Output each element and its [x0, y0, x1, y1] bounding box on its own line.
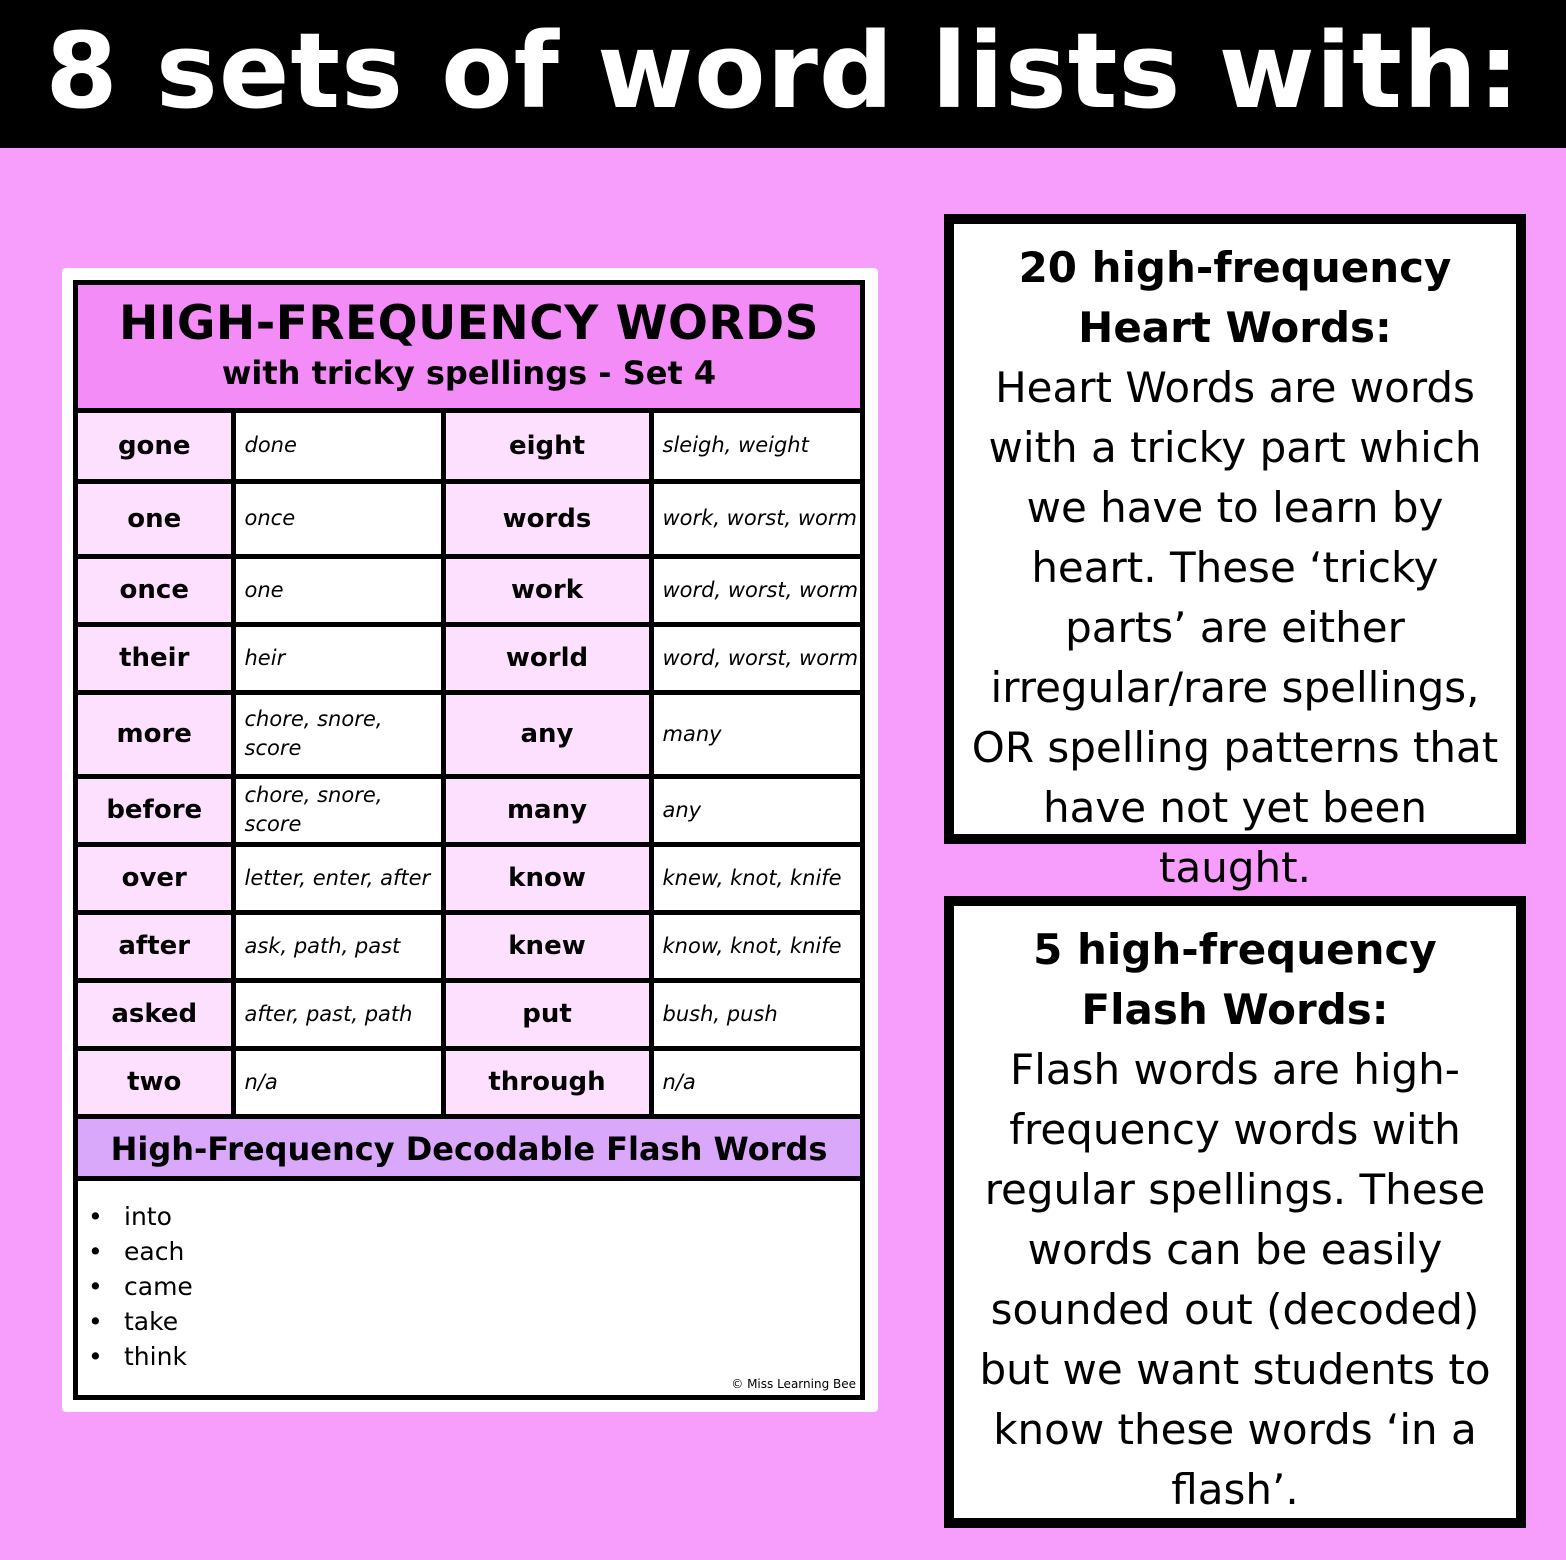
- bullet-icon: •: [88, 1341, 103, 1371]
- related-spellings: bush, push: [651, 980, 860, 1048]
- flash-word: each: [124, 1236, 185, 1266]
- sheet-subtitle: with tricky spellings - Set 4: [221, 354, 717, 392]
- heart-word: eight: [443, 413, 651, 481]
- table-row: [78, 624, 860, 692]
- flash-words-title: 5 high-frequency Flash Words:: [1033, 925, 1437, 1034]
- table-row: [78, 844, 860, 912]
- related-spellings: after, past, path: [233, 980, 443, 1048]
- heart-word: one: [78, 481, 233, 556]
- table-row: [78, 413, 860, 481]
- related-spellings: any: [651, 776, 860, 844]
- heart-word: world: [443, 624, 651, 692]
- related-spellings: n/a: [233, 1048, 443, 1116]
- table-row: [78, 556, 860, 624]
- related-spellings: letter, enter, after: [233, 844, 443, 912]
- related-spellings: sleigh, weight: [651, 413, 860, 481]
- copyright: © Miss Learning Bee: [731, 1377, 856, 1391]
- flash-word: think: [124, 1341, 187, 1371]
- heart-words-box: [944, 214, 1526, 892]
- bullet-icon: •: [88, 1201, 103, 1231]
- heart-word: work: [443, 556, 651, 624]
- flash-word: came: [124, 1271, 193, 1301]
- related-spellings: know, knot, knife: [651, 912, 860, 980]
- sheet-header: [78, 285, 860, 413]
- related-spellings: chore, snore, score: [233, 776, 443, 844]
- related-spellings: ask, path, past: [233, 912, 443, 980]
- table-row: [78, 692, 860, 776]
- heart-word: once: [78, 556, 233, 624]
- word-list-frame: [73, 280, 865, 1400]
- flash-word: into: [124, 1201, 172, 1231]
- table-row: [78, 980, 860, 1048]
- related-spellings: done: [233, 413, 443, 481]
- related-spellings: many: [651, 692, 860, 776]
- top-banner: [0, 0, 1566, 148]
- banner-title: 8 sets of word lists with:: [45, 10, 1521, 132]
- bullet-icon: •: [88, 1306, 103, 1336]
- heart-word: any: [443, 692, 651, 776]
- related-spellings: chore, snore, score: [233, 692, 443, 776]
- heart-word: put: [443, 980, 651, 1048]
- heart-word: over: [78, 844, 233, 912]
- flash-words-box: [944, 896, 1526, 1528]
- related-spellings: knew, knot, knife: [651, 844, 860, 912]
- heart-word: their: [78, 624, 233, 692]
- heart-words-description: Heart Words are words with a tricky part which we have to learn by heart. These ‘tricky parts’ are either irregular/rare spellings, OR spelling patterns that have not yet been taught.: [971, 363, 1499, 892]
- flash-words-header: High-Frequency Decodable Flash Words: [78, 1119, 860, 1181]
- heart-word: many: [443, 776, 651, 844]
- related-spellings: word, worst, worm: [651, 556, 860, 624]
- list-item: [88, 1304, 860, 1339]
- list-item: [88, 1269, 860, 1304]
- related-spellings: one: [233, 556, 443, 624]
- heart-word: after: [78, 912, 233, 980]
- word-list-sheet: [62, 268, 878, 1412]
- related-spellings: word, worst, worm: [651, 624, 860, 692]
- heart-word: knew: [443, 912, 651, 980]
- flash-words-description: Flash words are high-frequency words with regular spellings. These words can be easily sounded out (decoded) but we want students to know these words ‘in a flash’.: [979, 1045, 1491, 1514]
- list-item: [88, 1199, 860, 1234]
- heart-word: two: [78, 1048, 233, 1116]
- heart-word: more: [78, 692, 233, 776]
- table-row: [78, 481, 860, 556]
- heart-word: through: [443, 1048, 651, 1116]
- heart-words-title: 20 high-frequency Heart Words:: [1018, 243, 1452, 352]
- heart-word: words: [443, 481, 651, 556]
- related-spellings: once: [233, 481, 443, 556]
- table-row: [78, 912, 860, 980]
- related-spellings: work, worst, worm: [651, 481, 860, 556]
- list-item: [88, 1234, 860, 1269]
- flash-word: take: [124, 1306, 179, 1336]
- bullet-icon: •: [88, 1236, 103, 1266]
- related-spellings: heir: [233, 624, 443, 692]
- list-item: [88, 1339, 860, 1374]
- heart-word: asked: [78, 980, 233, 1048]
- table-row: [78, 776, 860, 844]
- related-spellings: n/a: [651, 1048, 860, 1116]
- flash-words-list: [78, 1181, 860, 1374]
- word-table: [78, 413, 860, 1119]
- table-row: [78, 1048, 860, 1116]
- bullet-icon: •: [88, 1271, 103, 1301]
- heart-word: know: [443, 844, 651, 912]
- heart-word: before: [78, 776, 233, 844]
- heart-word: gone: [78, 413, 233, 481]
- sheet-title: HIGH-FREQUENCY WORDS: [119, 296, 819, 351]
